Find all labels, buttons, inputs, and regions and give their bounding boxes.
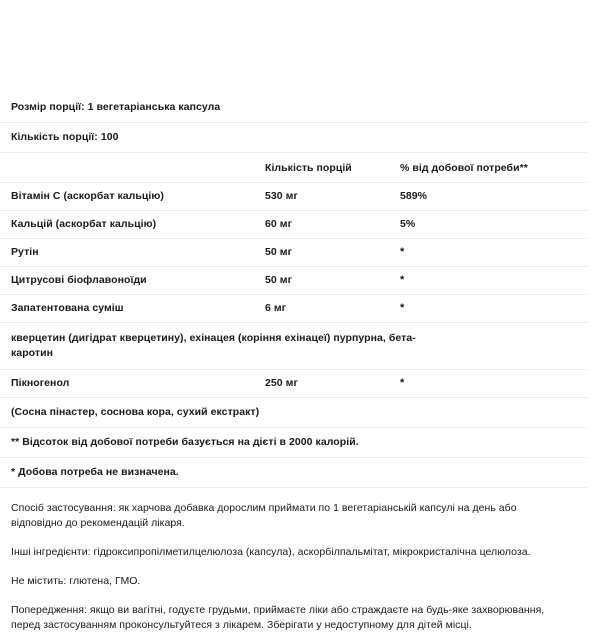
ingredient-amount: 60 мг [265, 218, 292, 230]
ingredient-amount: 250 мг [265, 377, 298, 389]
ingredient-daily-value: * [400, 377, 405, 389]
serving-size-text: Розмір порції: 1 вегетаріанська капсула [11, 101, 221, 113]
ingredient-daily-value: 589% [400, 190, 428, 202]
ingredient-daily-value: 5% [400, 218, 416, 230]
ingredient-name: Запатентована суміш [11, 302, 124, 314]
ingredient-name: Вітамін С (аскорбат кальцію) [11, 190, 164, 202]
ingredient-name: Пікногенол [11, 377, 70, 389]
ingredient-amount: 50 мг [265, 246, 292, 258]
servings-per-container-row [0, 123, 588, 153]
footnote-daily-value-basis-row [0, 428, 588, 458]
ingredient-amount: 530 мг [265, 190, 298, 202]
table-row [0, 183, 588, 211]
header-col-daily-value: % від добової потреби** [400, 162, 528, 174]
directions-paragraph: Спосіб застосування: як харчова добавка дорослим приймати по 1 вегетаріанській капсулі на день або відповідно до рекомендацій лікаря. [11, 502, 517, 529]
warning-paragraph: Попередження: якщо ви вагітні, годуєте грудьми, приймаєте ліки або страждаєте на будь-яке захворювання, перед застосуванням проконсультуйтеся з лікарем. Зберігати у недоступному для дітей місці. [11, 604, 545, 631]
table-row [0, 370, 588, 398]
footnote-not-established-text: * Добова потреба не визначена. [11, 466, 179, 478]
blend-detail-row [0, 323, 588, 370]
header-col-amount: Кількість порцій [265, 162, 352, 174]
source-note-text: (Сосна пінастер, соснова кора, сухий екстракт) [11, 406, 260, 418]
footnote-daily-value-basis-text: ** Відсоток від добової потреби базується на дієті в 2000 калорій. [11, 436, 359, 448]
table-row [0, 239, 588, 267]
ingredient-daily-value: * [400, 274, 405, 286]
table-row [0, 295, 588, 323]
blend-detail-text: кверцетин (дигідрат кверцетину), ехінацея (коріння ехінацеї) пурпурна, бета-каротин [11, 332, 416, 359]
other-ingredients-paragraph: Інші інгредієнти: гідроксипропілметилцелюлоза (капсула), аскорбілпальмітат, мікрокристалічна целюлоза. [11, 546, 531, 558]
ingredient-amount: 6 мг [265, 302, 287, 314]
ingredient-daily-value: * [400, 246, 405, 258]
table-row [0, 267, 588, 295]
table-header-row [0, 153, 588, 183]
ingredient-daily-value: * [400, 302, 405, 314]
serving-size-row [0, 93, 588, 123]
footnote-not-established-row [0, 458, 588, 488]
ingredient-name: Цитрусові біофлавоноїди [11, 274, 147, 286]
table-row [0, 211, 588, 239]
ingredient-name: Кальцій (аскорбат кальцію) [11, 218, 157, 230]
free-from-paragraph: Не містить: глютена, ГМО. [11, 575, 141, 587]
servings-per-container-text: Кількість порції: 100 [11, 131, 119, 143]
source-note-row [0, 398, 588, 428]
ingredient-amount: 50 мг [265, 274, 292, 286]
ingredient-name: Рутін [11, 246, 39, 258]
info-paragraphs [0, 488, 578, 633]
top-spacer [0, 0, 600, 93]
